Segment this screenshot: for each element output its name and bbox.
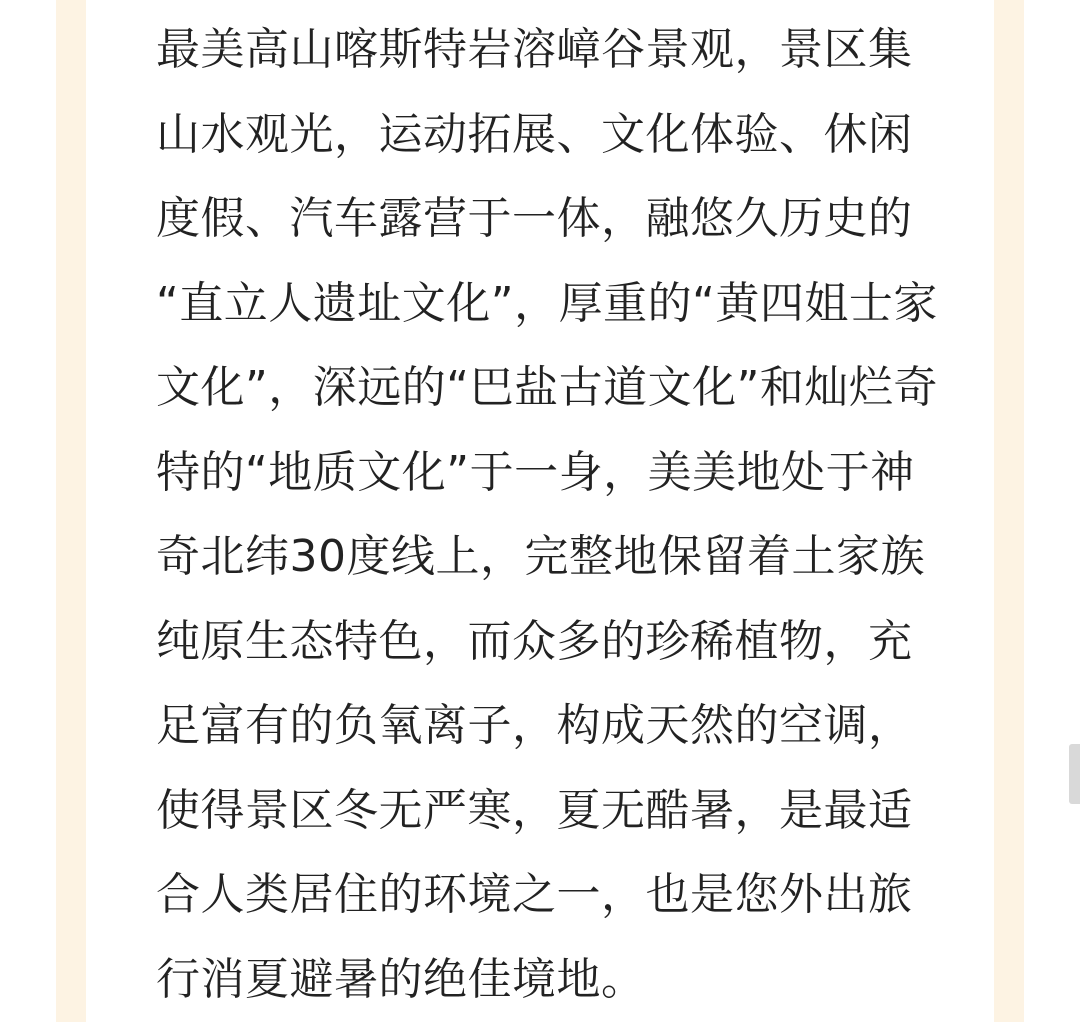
article-paragraph [156, 8, 938, 1022]
paragraph-line: “直立人遗址文化”，厚重的“黄四姐士家 [156, 277, 938, 329]
decorative-border-right [994, 0, 1024, 1022]
paragraph-line: 行消夏避暑的绝佳境地。 [156, 953, 646, 1005]
paragraph-line: 度假、汽车露营于一体，融悠久历史的 [156, 193, 913, 244]
paragraph-line: 山水观光，运动拓展、文化体验、休闲 [156, 108, 913, 160]
paragraph-line: 文化”，深远的“巴盐古道文化”和灿烂奇 [156, 362, 938, 413]
paragraph-line: 奇北纬30度线上，完整地保留着土家族 [156, 531, 925, 582]
paragraph-line: 使得景区冬无严寒，夏无酷暑，是最适 [156, 784, 913, 836]
paragraph-line: 合人类居住的环境之一，也是您外出旅 [156, 869, 913, 920]
article-content [86, 0, 994, 1022]
paragraph-line: 最美高山喀斯特岩溶嶂谷景观，景区集 [156, 24, 913, 75]
paragraph-line: 足富有的负氧离子，构成天然的空调， [156, 700, 913, 751]
scrollbar-thumb[interactable] [1069, 744, 1080, 804]
paragraph-line: 纯原生态特色，而众多的珍稀植物，充 [156, 615, 913, 667]
paragraph-line: 特的“地质文化”于一身，美美地处于神 [156, 446, 915, 498]
decorative-border-left [56, 0, 86, 1022]
